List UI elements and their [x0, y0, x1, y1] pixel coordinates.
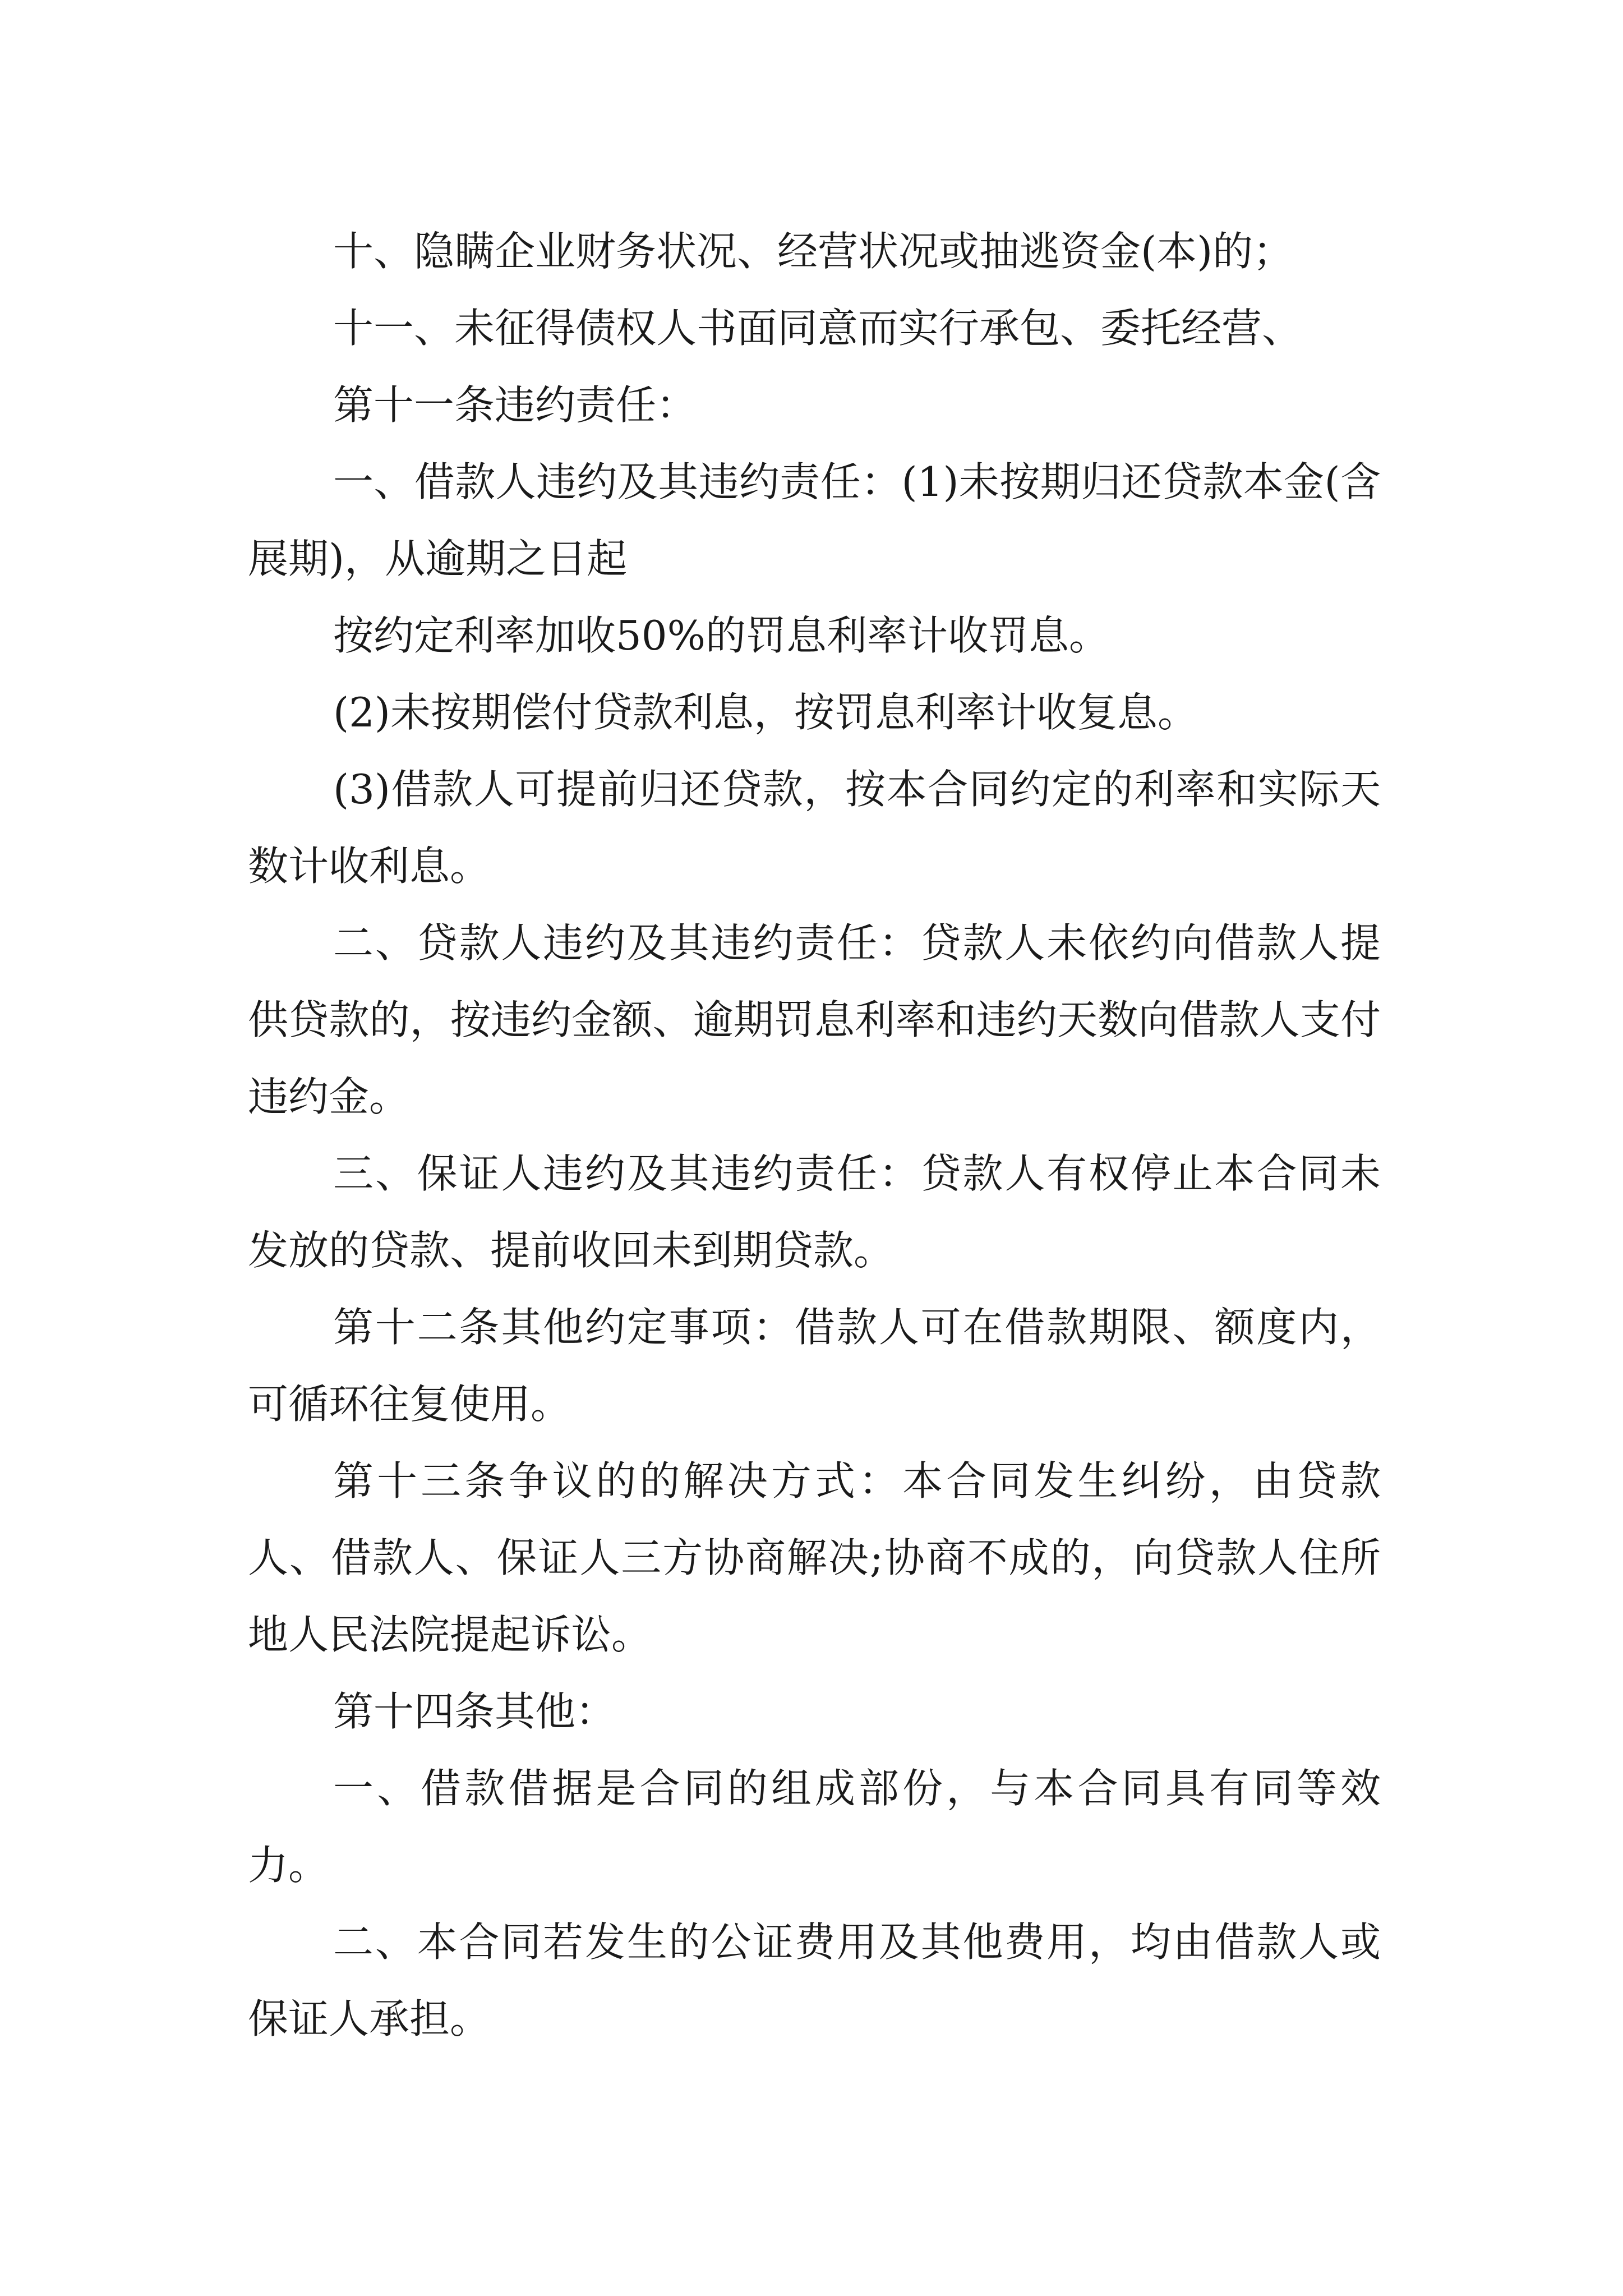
article-14-heading: 第十四条其他： [333, 1688, 616, 1735]
fees-paragraph: 二、本合同若发生的公证费用及其他费用，均由借款人或保证人承担。 [248, 1918, 1381, 2042]
article-13-paragraph: 第十三条争议的的解决方式：本合同发生纠纷，由贷款人、借款人、保证人三方协商解决;协商不成的，向贷款人住所地人民法院提起诉讼。 [248, 1457, 1381, 1658]
article-12-paragraph: 第十二条其他约定事项：借款人可在借款期限、额度内，可循环往复使用。 [248, 1304, 1381, 1428]
lender-breach-paragraph: 二、贷款人违约及其违约责任：贷款人未依约向借款人提供贷款的，按违约金额、逾期罚息利率和违约天数向借款人支付违约金。 [248, 919, 1381, 1120]
borrower-breach-paragraph: 一、借款人违约及其违约责任：(1)未按期归还贷款本金(含展期)，从逾期之日起 [248, 458, 1381, 582]
penalty-rate-paragraph: 按约定利率加收50%的罚息利率计收罚息。 [333, 612, 1110, 659]
paragraph-item-11: 十一、未征得债权人书面同意而实行承包、委托经营、 [333, 305, 1303, 352]
paragraph-item-10: 十、隐瞒企业财务状况、经营状况或抽逃资金(本)的； [333, 228, 1294, 275]
early-repayment-paragraph: (3)借款人可提前归还贷款，按本合同约定的利率和实际天数计收利息。 [248, 766, 1381, 890]
article-11-heading: 第十一条违约责任： [333, 381, 697, 429]
loan-receipt-paragraph: 一、借款借据是合同的组成部份，与本合同具有同等效力。 [248, 1765, 1381, 1889]
guarantor-breach-paragraph: 三、保证人违约及其违约责任：贷款人有权停止本合同未发放的贷款、提前收回未到期贷款。 [248, 1150, 1381, 1274]
document-body [248, 213, 1381, 2058]
compound-interest-paragraph: (2)未按期偿付贷款利息，按罚息利率计收复息。 [333, 689, 1198, 736]
